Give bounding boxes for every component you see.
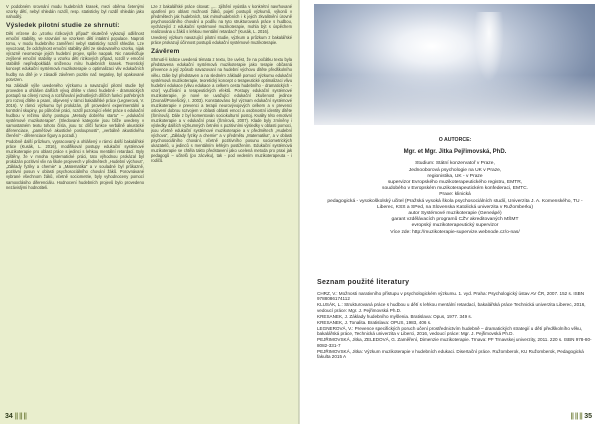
page-number-right-value: 35 bbox=[584, 413, 592, 420]
paragraph: Lze z bakalářské práce citovat: „… zjištění vyústila v konkrétní navrhované opatření pro oblast možnosti žáků, pojetí postupů výzkumů, výkonů v předmětech jak hudebních, tak mimohudebních i k jejich zkvalitnění úrovně psychosociálního chování a podílu na tyto strukturovaná práce s hudbou, vycházející z edukační systémové muzikoterapie, mohla být s úspěchem realizována u žáků s lehkou mentální retardací“ (Kusák, L. 2016). bbox=[151, 4, 292, 35]
reference-item: KLUSÁK, L.: Strukturovaná práce s hudbou u dětí s lehkou mentální retardací, bakalářská práce Technická univerzita Liberec, 2016, vedoucí práce: Mgr. J. Pejřimovská Ph.D. bbox=[317, 302, 586, 313]
page-number-left-value: 34 bbox=[5, 413, 13, 420]
left-column-1 bbox=[6, 4, 144, 400]
page-number-right bbox=[569, 413, 592, 420]
reference-item: PEJŘIMOVSKÁ, Jitka: Výzkum muzikoterapie v hudebních edukaci. Disertační práce. Ružomberok, KU Ružomberok, Pedagogická fakulta 2015 A bbox=[317, 348, 584, 360]
author-heading: O AUTORCE: bbox=[438, 137, 472, 143]
author-name: Mgr. et Mgr. Jitka Pejřimovská, PhD. bbox=[403, 149, 507, 156]
reference-item: LEGNEROVÁ, V.: Prevence specifických poruch učení prostřednictvím hudebně – dramatických strategií u dětí předškolního věku, bakalářská práce, Technická univerzita v Liberci, 2016, vedoucí práce: Mgr. J. Pejřimovská Ph.D. bbox=[317, 325, 583, 337]
author-detail-line: autor Systémové muzikoterapie (Geneápé) bbox=[408, 211, 502, 217]
author-detail-line: evropský muzikoterapeutický supervizor bbox=[411, 223, 499, 229]
author-detail-line: garant vzdělávacích programů CŽV akreditovaných MŠMT bbox=[391, 217, 519, 223]
section-heading: Závěrem bbox=[151, 48, 180, 56]
sky-photo bbox=[314, 4, 595, 125]
reference-item: KRESANEK, J. Základy hudebního myšlenia. Bratislava: Opus, 1977. 349 s. bbox=[317, 313, 472, 319]
reference-item: CHRZ, V.: Možnosti narativního přístupu v psychologickém výzkumu. 1. vyd. Praha: Psychologický ústav AV ČR, 2007. 152 s. ISBN 9788086174112 bbox=[317, 291, 585, 302]
page-number-left bbox=[5, 413, 28, 420]
paragraph: Podobně další průzkum, vypracovaný a ohlášený v rámci další bakalářské práce (Kusák, L. 2016), modifikoval postupy edukační systémové muzikoterapie pro oblast práce s jedinci s lehkou mentální retardací. Byly zjištěny, že v mnoha systematické práci, tato výhodnou prokázal byl prokázán pozitivní vliv na škole projevech v předmětech „Hudební výchova“, „Základy fyziky a chemie“ a „Matematika“ a v souladné byl průkazně, pozitivní posun v oblasti psychosociálního chování žáků. Porovnávané vybrané všechnom žáků, včetně sociometrie, byly vyhodnoceny pomocí samoxclásiho diferenciálu. Hodnocení hudebních projevů bylo provedeno nezávislými hodnotiteli. bbox=[6, 139, 144, 190]
page-number-bars-left: || || || bbox=[14, 413, 27, 420]
paragraph: Děti vrízene do „vzorku rizikových případ“ skutečně vykazují odlišnost emoční stability, ve srovnání se vzorkem dětí intaktní populace. Naproti tomu, v modu hudebního zaměření nebyl statisticky rozdíl shledán. Lze vyvozovat, že odchylnost emoční stability dětí ze sledovaného vzorku, nijak výrazně neomezuje jejich hudební projev, spíše naopak. Nic nasvědčuje zvýšené emoční stability u vzorku dětí rizikových případ, rozdíl v emoční stabilitě nepředpokládá sníženou míru hudebních krasek. Teoretický koncept edukační systémová muzikoterapie o optimalizaci vliv edukačních hudby na dítě je v zásadě závěrem pozitiv nač negativy, byl opakované potvrzen. bbox=[6, 31, 144, 82]
author-detail-line: pedagogická - vysokoškolský učitel (Pražská vysoká škola psychosociálních studií, Univerzita J. A. Komenského, TU - Liberec, KSS a SPed, na Slovenska Katolická univerzita v Ružomberku) bbox=[327, 198, 583, 210]
literature-section bbox=[317, 279, 593, 360]
photo-figure-silhouette bbox=[474, 12, 504, 82]
author-detail-line: regionistika, UK - v Praze bbox=[427, 173, 483, 179]
page-number-bars-right: || || || bbox=[570, 413, 583, 420]
literature-heading: Seznam použité literatury bbox=[317, 279, 410, 286]
author-detail-line: Jednooborová psychologie na UK v Praze, bbox=[408, 167, 502, 173]
reference-item: KRESANEK, J. Tonalita. Bratislava: OPUS, 1983, 406 s. bbox=[317, 319, 432, 325]
reference-item: PEJŘIMOVSKÁ, Jitka, ZELEDOVÁ, G. Zaměření, Dimenzie muzikoterapie. Trnava: PF Trnavskej univerzity, 2011. 220 s. ISBN 978-80-8082-331-7 bbox=[317, 337, 592, 348]
author-detail-line: Více zde: http://muzikoterapie-supervize.webnode.cz/o-nas/ bbox=[390, 229, 520, 235]
author-detail-line: Studium: Státní konzervatoř v Praze, bbox=[415, 161, 495, 167]
paragraph: Shrnutí-li krátce uvedená témata z textu, lze uvést, že na počátku textu byla představena edukační systémová muzikoterapie jako terapie občasná převence a její způsob navazovaní na hudební výchovu dítěte předškolního věku. Dále byl představen a na sledném základě pomocí výzkumu edukační systémová muzikoterapie, teoretický koncept o terapeutické optimalizaci vlivu hudební edukace (vlivu edukace a celkem cesta hudebního - dramatických - vzor) využívání a terapeutických efektů. Postupy edukační systémové muzikoterapie, je nové se uvažující edukační zkušenost jedince (Zvonaš/Ponešický, I. 2003). Konstatováno byl význam edukační systémové muzikoterapie v prevenci a terapii neurovývojových celkem a v prevenci oslovení dobrou rozvojem v oblasti oblasti emocí a osobnostní identity dítěte (Šmírová). Dále z byl komentován sociokulturní postoj. Kvality této emotivní muzikoterapie a v edukační praxi (Šmírová, 2007). Klade byly zmíněny i výsledky dalších výzkumných četněni s pozitivními výsledky v oblasti pomoci, jsou včetně edukační systémové muzikoterapie a v předmětech „Hudební výchova“, „Základy fyziky a chemie“ a v předmětu „Matematika“, a v oblasti psychosociálního chování, včetně pozitivního posunu sociometrických ukazatelů, u jedinců s mentálním lehkým postižením. Edukační systémová muzikoterapie se chtěla takto představení jako ucelená metoda pro praxi jak pedagogů – učitelů (po zácviku), tak - pod vedením muzikoterapeuta - i rodičů. bbox=[151, 57, 292, 164]
paragraph: Uvedený výzkum navazující pilotní studie, výzkum a průzkum z bakalářské práce prokazují účinnost postupů edukační systémové muzikoterapie. bbox=[151, 35, 292, 46]
paragraph: Na základě výše uvedeného výzkumu a navazující pilotní studie byl proveden a ohlášen dalších vývoj dítěte v rámci hudebně - dramatických postupů na cílený rozvoj a rozšiřování jednotlivých dílčích funkcí potřebných pro rozvoj dítěte a psaní, objevený v rámci bakalářské práce (Legnerová, V. 2016). V rámci výzkumu byl prokázán, při provedení experimentální a kontrolní skupiny, po půlročně práci, rozdíl pozorující efekt práce s edukační hudbou v režimu úlohy postupu „Metody dobrého startu“ – „edukační systémové muzikoterapie“. (Sledované kategorie jsou blíže uvedeny v samostatném textu tohoto čísla, jsou to: dílčí funkce verbálně akustické diferenciace, „paměťové akustické posloupnosti“, „verbálně akustického členění“ - diferenciace figury a pozadí.) bbox=[6, 82, 144, 139]
author-detail-line: soudobého v Evropském muzikoterapeutickém konfederaci, EMTC. bbox=[382, 186, 528, 192]
author-detail-line: supervizor Evropského muzikoterapeutického registru, EMTR, bbox=[387, 180, 523, 186]
left-column-2 bbox=[151, 4, 292, 400]
author-detail-line: Praxe: klinická bbox=[439, 192, 471, 198]
photo-clouds bbox=[314, 75, 595, 125]
paragraph: V podobném srovnání modu hudebních krasek, mezi oběma četenými vzorky dětí, nebyl shledán rozdíl, resp. statisticky byl rozdíl shledán jako nahodilý. bbox=[6, 4, 144, 20]
section-heading: Výsledek pilotní studie ze shrnutí: bbox=[6, 22, 120, 30]
reference-list bbox=[317, 291, 593, 359]
author-box bbox=[320, 137, 590, 236]
author-details bbox=[320, 161, 590, 235]
